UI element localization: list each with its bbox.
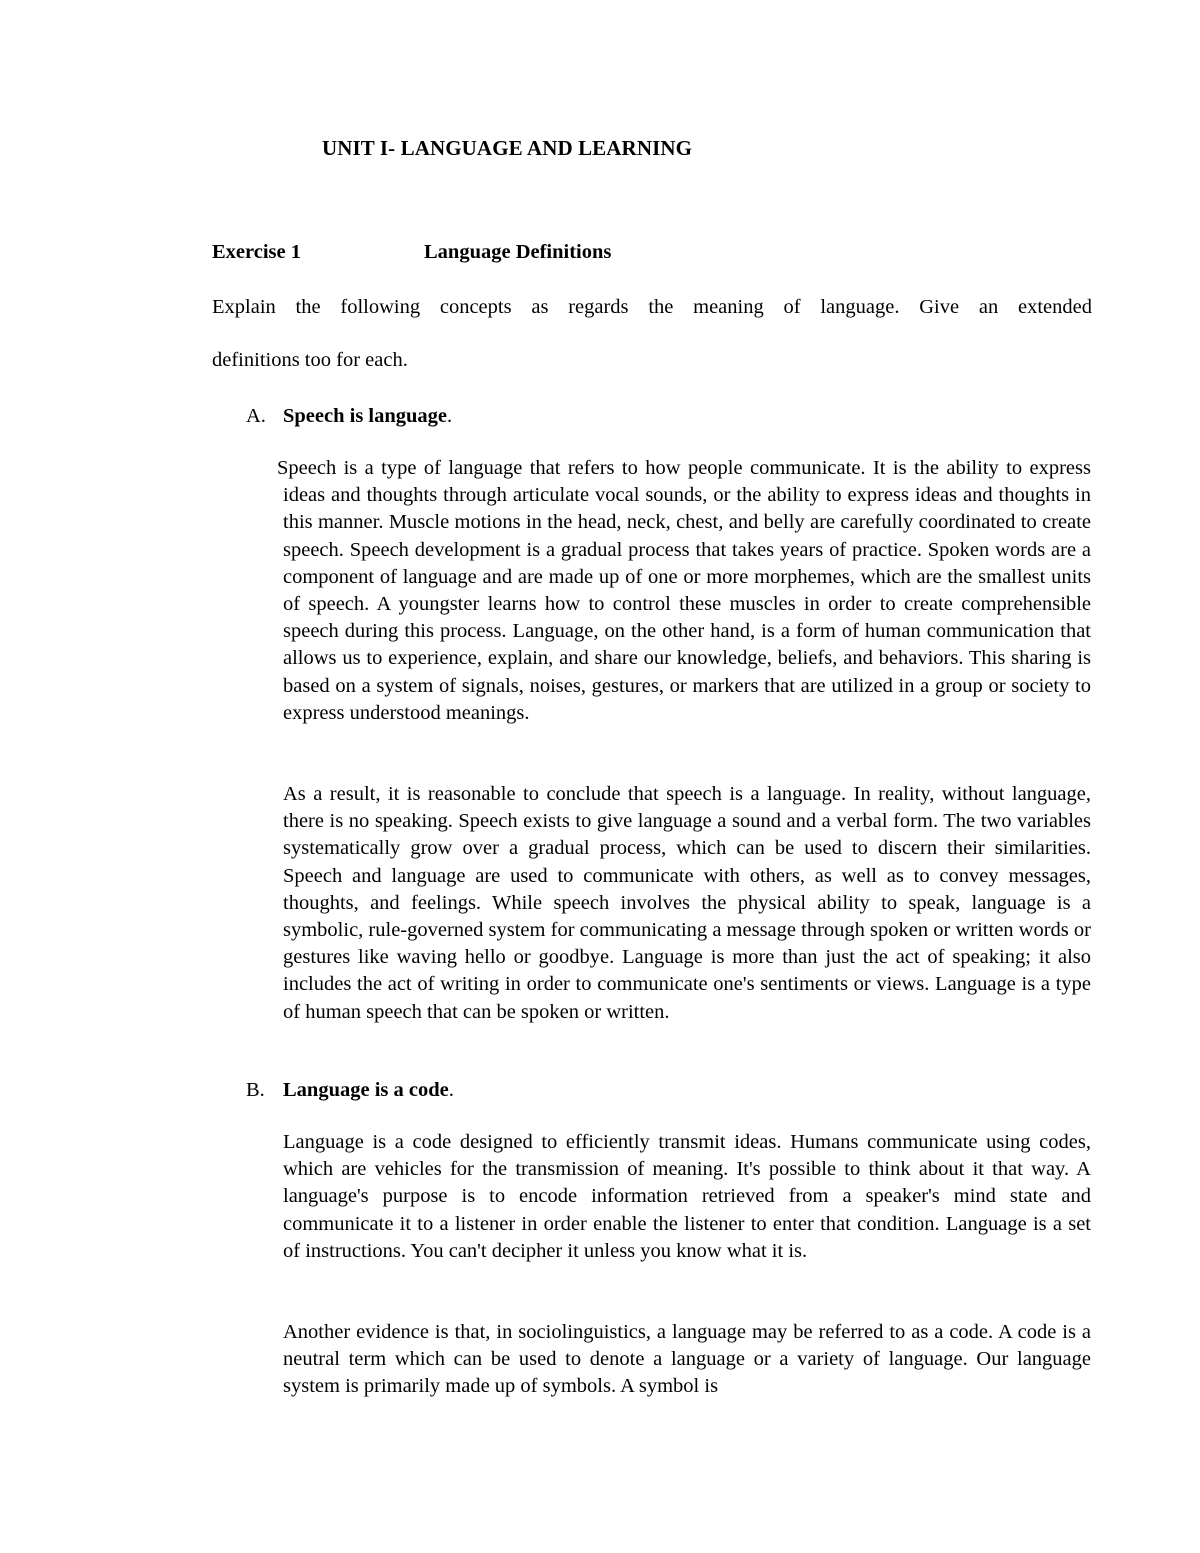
section-a-heading xyxy=(246,402,646,430)
instructions-line-2: definitions too for each. xyxy=(212,349,408,371)
exercise-number: Exercise 1 xyxy=(212,241,301,263)
section-a-title-punct: . xyxy=(447,405,453,427)
instructions-line-1: Explain the following concepts as regards the meaning of language. Give an extended xyxy=(212,296,1092,318)
section-a-letter: A. xyxy=(246,405,266,427)
section-a-paragraph-2: As a result, it is reasonable to conclude that speech is a language. In reality, without language, there is no speaking. Speech exists to give language a sound and a verbal form. The two variables systematically grow over a gradual process, which can be used to discern their similarities. Speech and language are used to communicate with others, as well as to convey messages, thoughts, and feelings. While speech involves the physical ability to speak, language is a symbolic, rule-governed system for communicating a message through spoken or written words or gestures like waving hello or goodbye. Language is more than just the act of speaking; it also includes the act of writing in order to communicate one's sentiments or views. Language is a type of human speech that can be spoken or written. xyxy=(283,783,1091,1023)
section-b-paragraph-2: Another evidence is that, in sociolinguistics, a language may be referred to as a code. A code is a neutral term which can be used to denote a language or a variety of language. Our language system is primarily made up of symbols. A symbol is xyxy=(283,1321,1091,1398)
section-b-title xyxy=(283,1076,454,1104)
section-b-paragraph-1: Language is a code designed to efficiently transmit ideas. Humans communicate using codes, which are vehicles for the transmission of meaning. It's possible to think about it that way. A language's purpose is to encode information retrieved from a speaker's mind state and communicate it to a listener in order enable the listener to enter that condition. Language is a set of instructions. You can't decipher it unless you know what it is. xyxy=(283,1131,1091,1262)
exercise-heading xyxy=(212,241,912,269)
exercise-name: Language Definitions xyxy=(424,241,612,263)
section-a-paragraph-1: Speech is a type of language that refers to how people communicate. It is the ability to express ideas and thoughts through articulate vocal sounds, or the ability to express ideas and thoughts in this manner. Muscle motions in the head, neck, chest, and belly are carefully coordinated to create speech. Speech development is a gradual process that takes years of practice. Spoken words are a component of language and are made up of one or more morphemes, which are the smallest units of speech. A youngster learns how to control these muscles in order to create comprehensible speech during this process. Language, on the other hand, is a form of human communication that allows us to experience, explain, and share our knowledge, beliefs, and behaviors. This sharing is based on a system of signals, noises, gestures, or markers that are utilized in a group or society to express understood meanings. xyxy=(277,457,1091,724)
section-b-title-text: Language is a code xyxy=(283,1079,449,1101)
section-a-title-text: Speech is language xyxy=(283,405,448,427)
section-b-letter: B. xyxy=(246,1079,265,1101)
instructions xyxy=(212,292,1092,371)
section-b-heading xyxy=(246,1076,646,1104)
section-b-title-punct: . xyxy=(448,1079,454,1101)
section-a-title xyxy=(283,402,452,430)
unit-title: UNIT I- LANGUAGE AND LEARNING xyxy=(322,136,693,160)
